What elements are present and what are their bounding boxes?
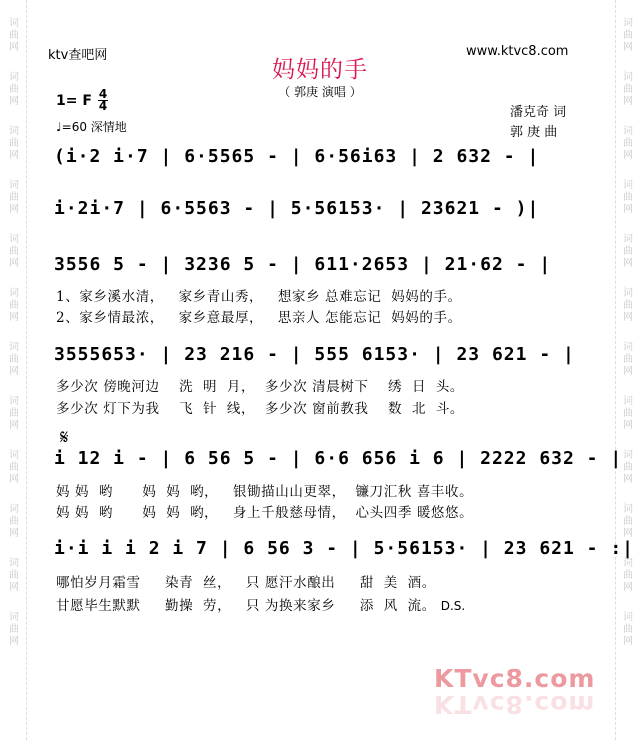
side-watermark-group: 词 曲 网 xyxy=(9,342,19,377)
side-watermark-group: 词 曲 网 xyxy=(9,18,19,53)
time-sig-bottom: 4 xyxy=(98,99,108,113)
side-watermark-group: 词 曲 网 xyxy=(623,126,633,161)
side-watermark-group: 词 曲 网 xyxy=(623,612,633,647)
side-watermark-group: 词 曲 网 xyxy=(9,126,19,161)
lyric-line-4b xyxy=(56,594,465,614)
side-watermark-group: 词 曲 网 xyxy=(9,396,19,431)
side-watermark-group: 词 曲 网 xyxy=(623,396,633,431)
side-watermark-group: 词 曲 网 xyxy=(623,234,633,269)
notation-line-2: 3555653· | 23 216 - | 555 6153· | 23 621 - | xyxy=(54,344,575,365)
notation-line-4: i·i i i 2 i 7 | 6 56 3 - | 5·56153· | 23 621 - :| xyxy=(54,538,635,559)
song-title: 妈妈的手 xyxy=(272,57,368,83)
time-signature xyxy=(98,89,108,112)
composer-credit: 郭 庚 曲 xyxy=(510,125,558,140)
site-logo[interactable]: KTvc8.com xyxy=(434,664,596,693)
lyric-line-2b: 多少次 灯下为我 飞 针 线， 多少次 窗前教我 数 北 斗。 xyxy=(56,401,465,417)
intro-line-1: (i·2 i·7 | 6·5565 - | 6·56i63 | 2 632 - | xyxy=(54,146,540,167)
tempo-marking: ♩=60 深情地 xyxy=(56,120,127,134)
song-subtitle: （ 郭庚 演唱 ） xyxy=(278,85,362,99)
side-watermark-group: 词 曲 网 xyxy=(9,234,19,269)
side-watermark-group: 词 曲 网 xyxy=(9,180,19,215)
side-watermark-group: 词 曲 网 xyxy=(623,180,633,215)
side-watermark-group: 词 曲 网 xyxy=(9,450,19,485)
site-logo-reflection: KTvc8.com xyxy=(434,690,596,719)
lyric-line-1b: 2、家乡情最浓， 家乡意最厚， 思亲人 怎能忘记 妈妈的手。 xyxy=(56,310,462,326)
lyric-line-1a: 1、家乡溪水清， 家乡青山秀， 想家乡 总难忘记 妈妈的手。 xyxy=(56,289,462,305)
side-watermark-group: 词 曲 网 xyxy=(623,72,633,107)
side-watermark-left xyxy=(2,0,27,740)
segno-icon: 𝄋 xyxy=(60,425,69,449)
site-name: ktv查吧网 xyxy=(48,48,108,63)
intro-line-2: i·2i·7 | 6·5563 - | 5·56153· | 23621 - )| xyxy=(54,198,540,219)
side-watermark-group: 词 曲 网 xyxy=(9,288,19,323)
side-watermark-group: 词 曲 网 xyxy=(9,504,19,539)
lyric-line-2a: 多少次 傍晚河边 洗 明 月， 多少次 清晨树下 绣 日 头。 xyxy=(56,379,465,395)
lyric-line-3a: 妈 妈 哟 妈 妈 哟， 银锄描山山更翠， 镰刀汇秋 喜丰收。 xyxy=(56,484,474,500)
side-watermark-group: 词 曲 网 xyxy=(9,558,19,593)
side-watermark-right xyxy=(615,0,640,740)
notation-line-1: 3556 5 - | 3236 5 - | 611·2653 | 21·62 - | xyxy=(54,254,552,275)
side-watermark-group: 词 曲 网 xyxy=(623,18,633,53)
time-sig-top: 4 xyxy=(98,87,108,101)
side-watermark-group: 词 曲 网 xyxy=(623,288,633,323)
side-watermark-group: 词 曲 网 xyxy=(623,342,633,377)
ds-mark: D.S. xyxy=(440,599,466,613)
side-watermark-group: 词 曲 网 xyxy=(623,504,633,539)
side-watermark-group: 词 曲 网 xyxy=(623,558,633,593)
notation-line-3: i 12 i - | 6 56 5 - | 6·6 656 i 6 | 2222 632 - | xyxy=(54,448,623,469)
side-watermark-group: 词 曲 网 xyxy=(9,72,19,107)
lyric-line-4a: 哪怕岁月霜雪 染青 丝， 只 愿汗水酿出 甜 美 酒。 xyxy=(56,575,436,591)
side-watermark-group: 词 曲 网 xyxy=(623,450,633,485)
lyric-line-3b: 妈 妈 哟 妈 妈 哟， 身上千般慈母情， 心头四季 暖悠悠。 xyxy=(56,505,474,521)
lyric-line-4b-text: 甘愿毕生默默 勤操 劳， 只 为换来家乡 添 风 流。 xyxy=(56,598,436,614)
key-label: 1= F xyxy=(56,92,92,109)
side-watermark-group: 词 曲 网 xyxy=(9,612,19,647)
lyricist-credit: 潘克奇 词 xyxy=(510,105,567,120)
site-url[interactable]: www.ktvc8.com xyxy=(466,44,569,59)
key-signature xyxy=(56,89,108,112)
